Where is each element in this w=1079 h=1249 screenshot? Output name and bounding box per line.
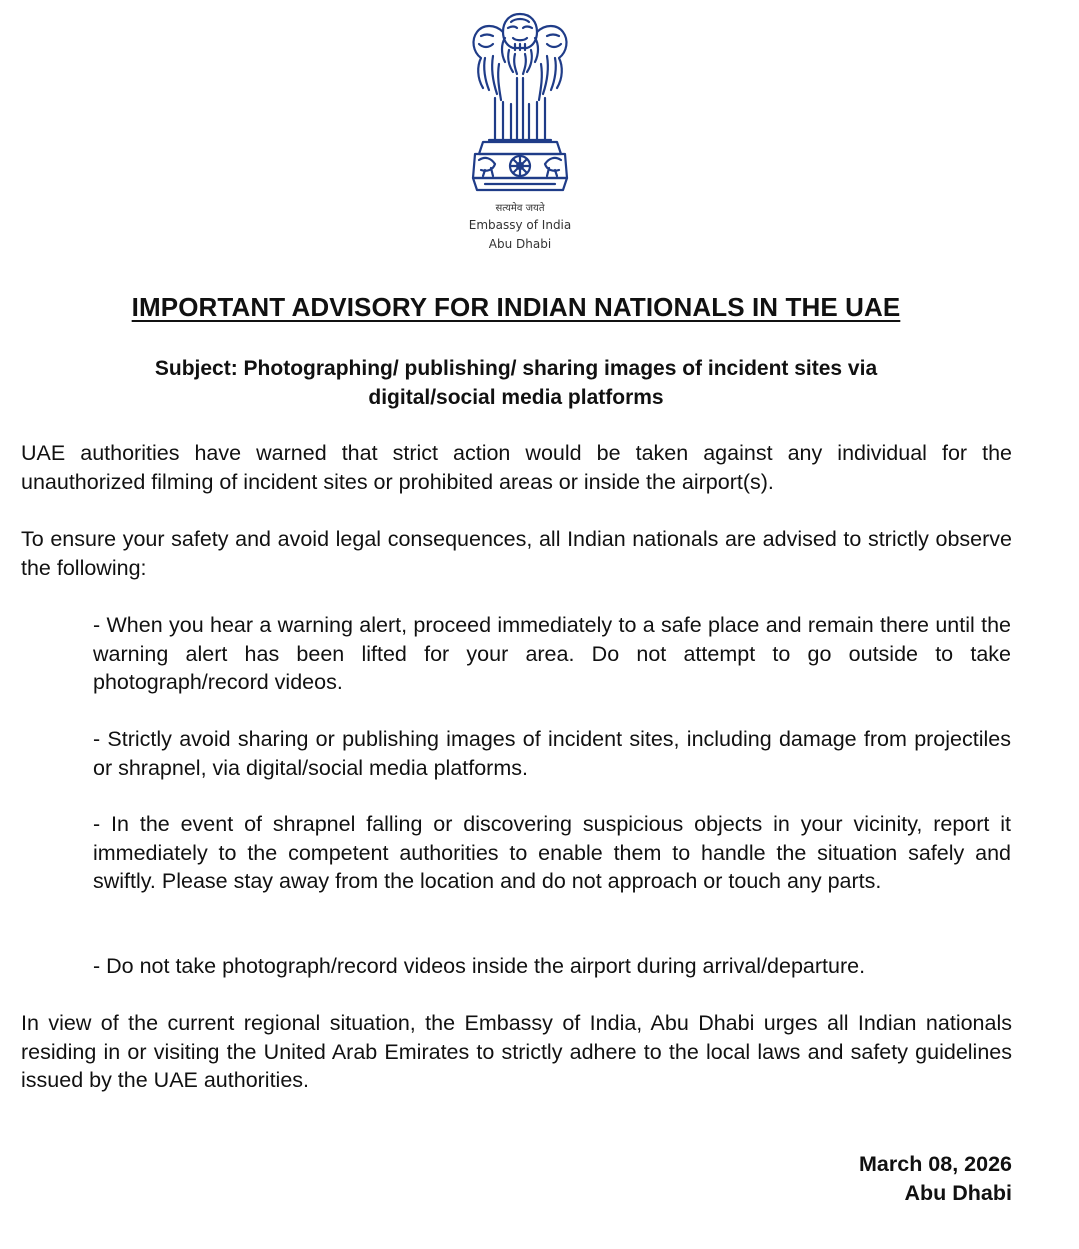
advice-bullet-2: - Strictly avoid sharing or publishing images of incident sites, including damage from projectiles or shrapnel, via digital/social media platforms. [93,727,1011,780]
advice-lead-paragraph: To ensure your safety and avoid legal consequences, all Indian nationals are advised to strictly observe the following: [21,527,1012,580]
advice-bullet-3: - In the event of shrapnel falling or discovering suspicious objects in your vicinity, report it immediately to the competent authorities to enable them to handle the situation safely and swiftly. Please stay away from the location and do not approach or touch any parts. [93,812,1011,893]
advice-bullet-4: - Do not take photograph/record videos inside the airport during arrival/departure. [93,954,866,978]
letterhead [0,8,1040,254]
signoff [859,1150,1012,1207]
national-emblem-icon [455,8,585,200]
signoff-place: Abu Dhabi [904,1180,1012,1205]
closing-paragraph: In view of the current regional situation, the Embassy of India, Abu Dhabi urges all Indian nationals residing in or visiting the United Arab Emirates to strictly adhere to the local laws and safety guidelines issued by the UAE authorities. [21,1011,1012,1092]
advisory-subject [0,354,1032,412]
advice-bullet-1: - When you hear a warning alert, proceed immediately to a safe place and remain there until the warning alert has been lifted for your area. Do not attempt to go outside to take photograph/record videos. [93,613,1011,694]
emblem-motto: सत्यमेव जयते [495,203,545,214]
signoff-date: March 08, 2026 [859,1152,1012,1176]
embassy-city: Abu Dhabi [488,237,552,251]
subject-line-2: digital/social media platforms [368,386,664,409]
embassy-name: Embassy of India [468,218,572,232]
subject-line-1: Subject: Photographing/ publishing/ sharing images of incident sites via [154,357,878,380]
intro-paragraph: UAE authorities have warned that strict action would be taken against any individual for the unauthorized filming of incident sites or prohibited areas or inside the airport(s). [21,441,1012,494]
advisory-title: IMPORTANT ADVISORY FOR INDIAN NATIONALS IN THE UAE [131,292,901,322]
